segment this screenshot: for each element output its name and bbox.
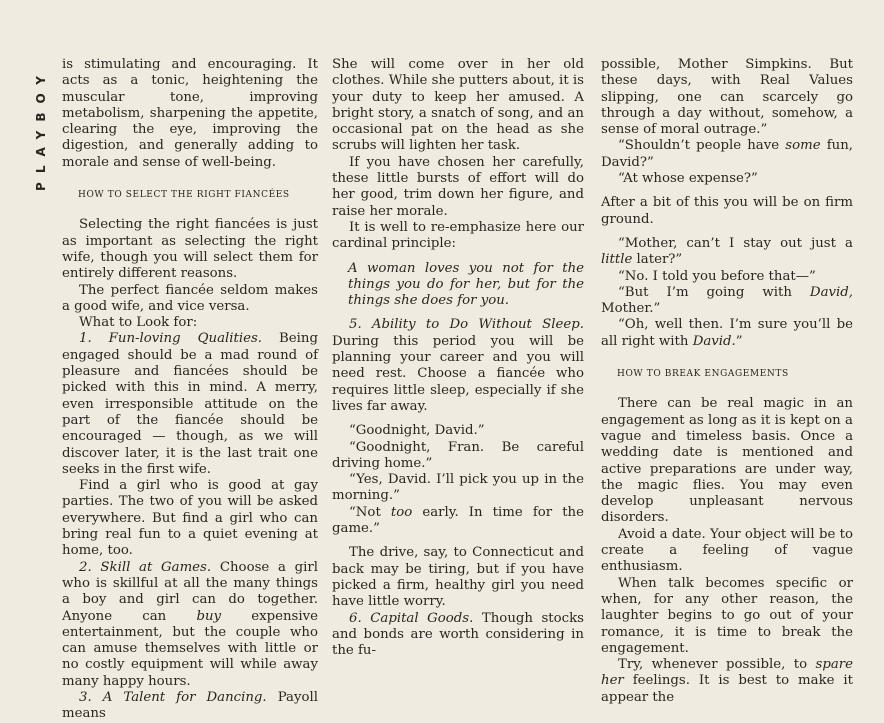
paragraph: If you have chosen her carefully, these little bursts of effort will do her good, trim down her figure, and raise her morale. [332, 154, 584, 219]
dialogue-line: “Shouldn’t people have some fun, David?” [601, 138, 853, 170]
paragraph: It is well to re-emphasize here our cardinal principle: [332, 219, 584, 252]
paragraph: There can be real magic in an engagement as long as it is kept on a vague and timeless basis. Once a wedding date is mentioned and active preparations are under way, the magic flies. You may even develop unpleasant nervous disorders. [601, 396, 853, 526]
item-title: 2. Skill at Games. [79, 559, 212, 575]
section-heading-select-fiancees: HOW TO SELECT THE RIGHT FIANCÉES [78, 190, 290, 201]
paragraph: The perfect fiancée seldom makes a good wife, and vice versa. [62, 282, 318, 314]
dialogue-line: “At whose expense?” [618, 171, 758, 187]
section-heading-break-engagements: HOW TO BREAK ENGAGEMENTS [617, 369, 789, 380]
dialogue-line: “Goodnight, David.” [349, 423, 485, 439]
item-title: 1. Fun-loving Qualities. [79, 331, 263, 347]
item-title: 3. A Talent for Dancing. [79, 689, 267, 705]
column-1 [62, 57, 318, 723]
pull-quote: A woman loves you not for the things you do for her, but for the things she does for you. [348, 260, 584, 309]
dialogue-line: “Oh, well then. I’m sure you’ll be all right with David.” [601, 317, 853, 349]
paragraph: The drive, say, to Connecticut and back may be tiring, but if you have picked a firm, healthy girl you need have little worry. [332, 545, 584, 610]
dialogue-line: “But I’m going with David, Mother.” [601, 284, 853, 317]
item-title: 6. Capital Goods. [349, 610, 474, 626]
dialogue-line: “Goodnight, Fran. Be careful driving home.” [332, 439, 584, 471]
paragraph: When talk becomes specific or when, for any other reason, the laughter begins to go out of your romance, it is time to break the engagement. [601, 575, 853, 656]
dialogue-line: “Not too early. In time for the game.” [332, 504, 584, 537]
dialogue-line: “No. I told you before that—” [618, 268, 816, 284]
paragraph: What to Look for: [79, 315, 198, 331]
dialogue-line: “Mother, can’t I stay out just a little later?” [601, 235, 853, 268]
paragraph: 2. Skill at Games. Choose a girl who is skillful at all the many things a boy and girl can do together. Anyone can buy expensive entertainment, but the couple who can amuse themselves with little or no costly equipment will while away many happy hours. [62, 559, 318, 689]
paragraph: Try, whenever possible, to spare her feelings. It is best to make it appear the [601, 657, 853, 705]
column-2 [332, 57, 584, 659]
playboy-folio [26, 54, 56, 204]
paragraph: She will come over in her old clothes. While she putters about, it is your duty to keep her amused. A bright story, a snatch of song, and an occasional pat on the head as she scrubs will lighten her task. [332, 57, 584, 154]
paragraph: is stimulating and encouraging. It acts as a tonic, heightening the muscular tone, improving metabolism, sharpening the appetite, clearing the eye, improving the digestion, and generally adding to morale and sense of well-being. [62, 57, 318, 170]
paragraph: 3. A Talent for Dancing. Payoll means [62, 689, 318, 722]
paragraph: 5. Ability to Do Without Sleep. During this period you will be planning your career and you will need rest. Choose a fiancée who requires little sleep, especially if she lives far away. [332, 317, 584, 414]
paragraph: Selecting the right fiancées is just as important as selecting the right wife, though you will select them for entirely different reasons. [62, 217, 318, 282]
column-3 [601, 57, 853, 706]
folio-label: PLAYBOY [34, 67, 49, 191]
paragraph: possible, Mother Simpkins. But these days, with Real Values slipping, one can scarcely go through a day without, somehow, a sense of moral outrage.” [601, 57, 853, 138]
paragraph: 1. Fun-loving Qualities. Being engaged should be a mad round of pleasure and fiancées should be picked with this in mind. A merry, even irresponsible attitude on the part of the fiancée should be encouraged — though, as we will discover later, it is the last trait one seeks in the first wife. [62, 331, 318, 477]
item-title: 5. Ability to Do Without Sleep. [349, 317, 584, 333]
dialogue-line: “Yes, David. I’ll pick you up in the morning.” [332, 472, 584, 504]
paragraph: After a bit of this you will be on firm ground. [601, 195, 853, 227]
paragraph: Avoid a date. Your object will be to create a feeling of vague enthusiasm. [601, 526, 853, 575]
paragraph: 6. Capital Goods. Though stocks and bonds are worth considering in the fu- [332, 610, 584, 659]
paragraph: Find a girl who is good at gay parties. The two of you will be asked everywhere. But find a girl who can bring real fun to a quiet evening at home, too. [62, 478, 318, 559]
